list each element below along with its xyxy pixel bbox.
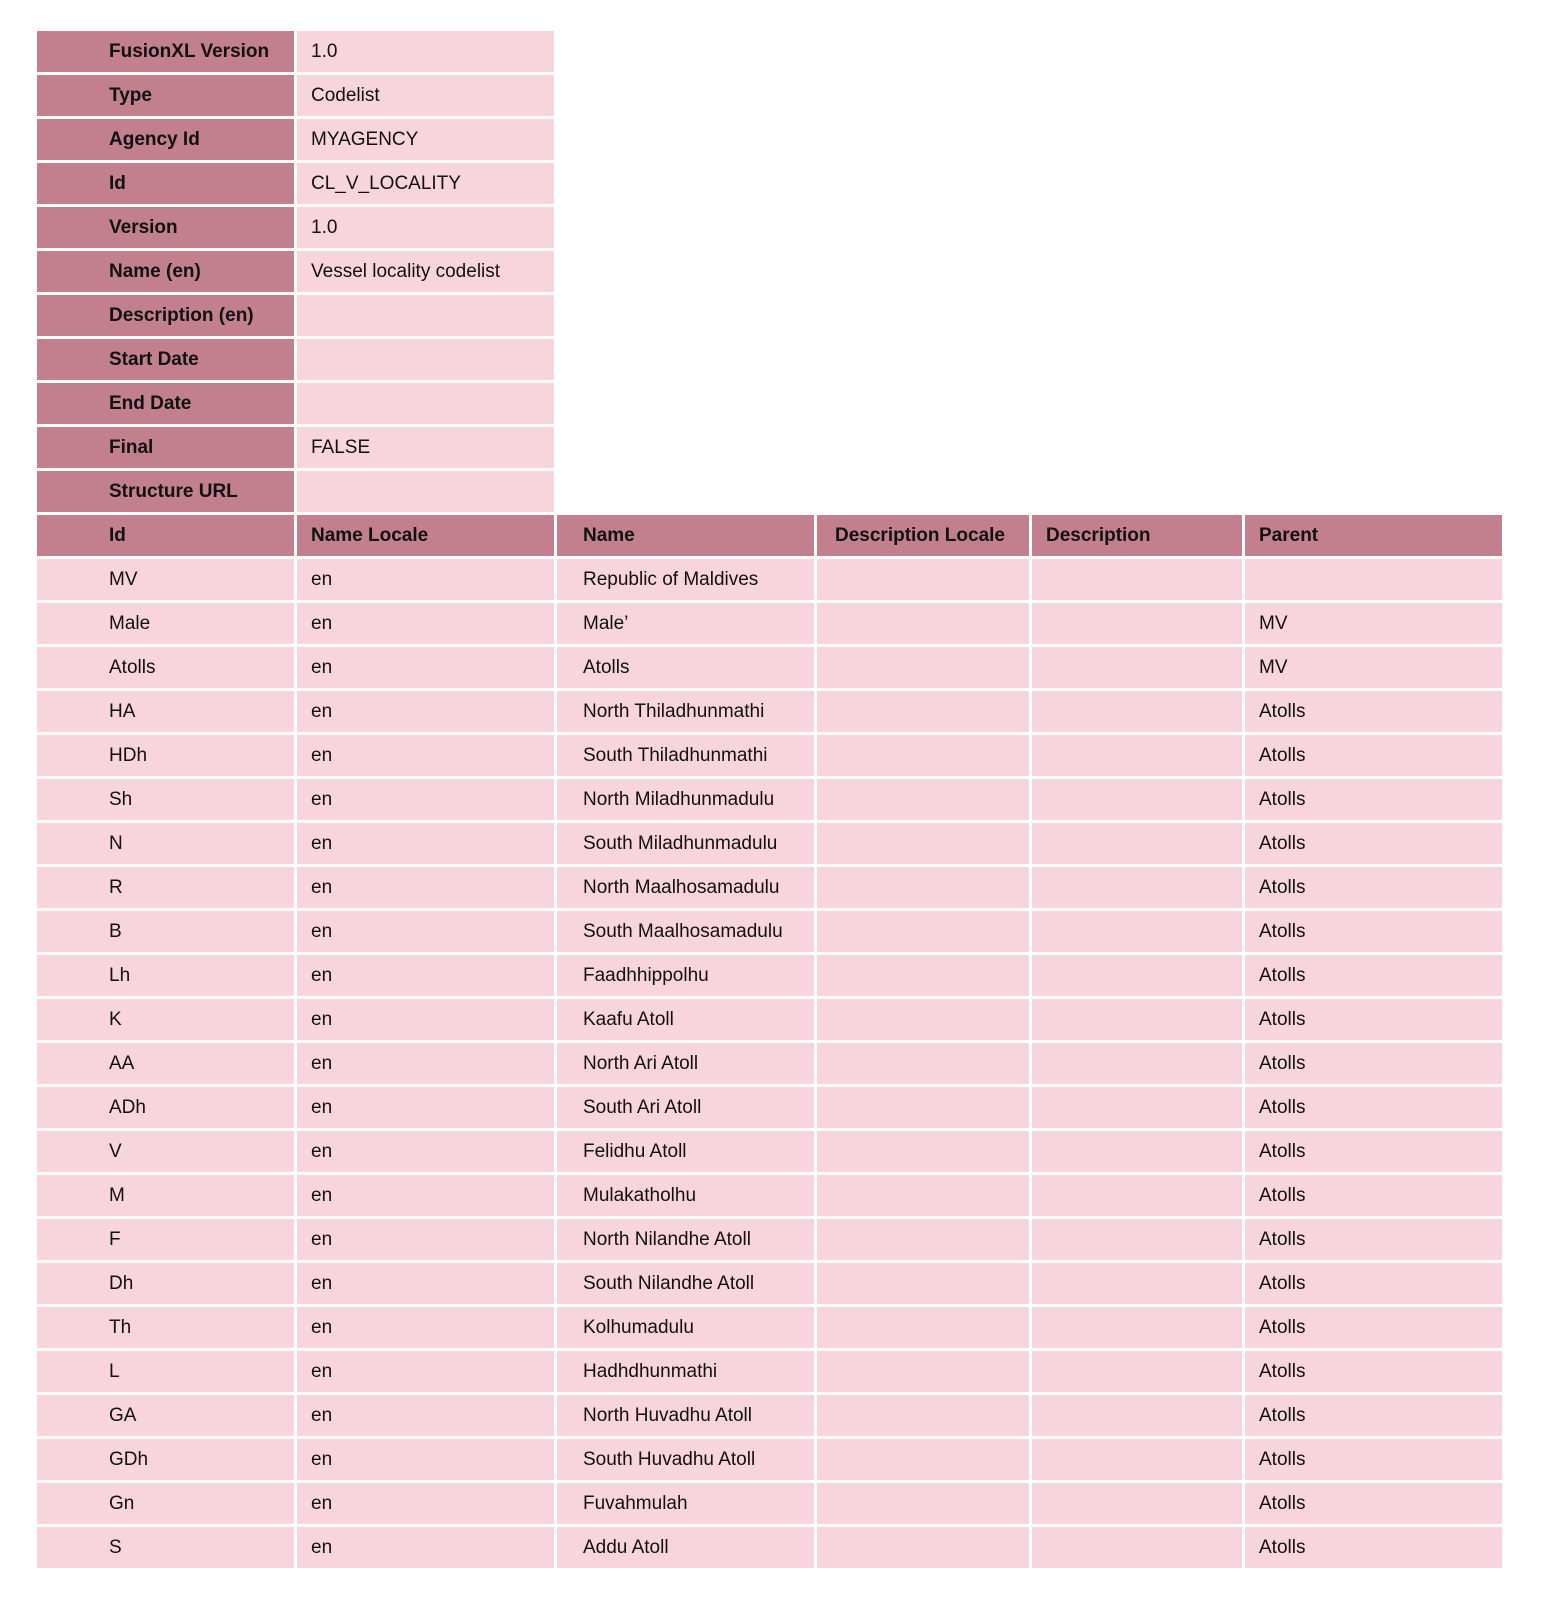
cell-id[interactable]: M	[37, 1175, 294, 1216]
table-row	[37, 603, 1502, 644]
cell-parent[interactable]: Atolls	[1245, 691, 1502, 732]
cell-id[interactable]: N	[37, 823, 294, 864]
metadata-value[interactable]	[297, 471, 554, 512]
cell-description-locale[interactable]	[817, 1043, 1029, 1084]
cell-description[interactable]	[1032, 1439, 1242, 1480]
metadata-row	[37, 31, 1502, 72]
table-row	[37, 1219, 1502, 1260]
column-header-name-locale[interactable]: Name Locale	[297, 515, 554, 556]
codelist-sheet	[37, 31, 1502, 1571]
cell-description[interactable]	[1032, 603, 1242, 644]
cell-description-locale[interactable]	[817, 735, 1029, 776]
cell-name[interactable]: North Miladhunmadulu	[557, 779, 814, 820]
table-row	[37, 735, 1502, 776]
cell-name[interactable]: Male’	[557, 603, 814, 644]
cell-name[interactable]: South Ari Atoll	[557, 1087, 814, 1128]
cell-name[interactable]: Hadhdhunmathi	[557, 1351, 814, 1392]
metadata-label[interactable]: Version	[37, 207, 294, 248]
metadata-label[interactable]: Start Date	[37, 339, 294, 380]
cell-name-locale[interactable]: en	[297, 823, 554, 864]
cell-parent[interactable]: Atolls	[1245, 1131, 1502, 1172]
cell-parent[interactable]: Atolls	[1245, 1527, 1502, 1568]
metadata-value[interactable]: MYAGENCY	[297, 119, 554, 160]
cell-description[interactable]	[1032, 911, 1242, 952]
cell-parent[interactable]: Atolls	[1245, 779, 1502, 820]
cell-description-locale[interactable]	[817, 999, 1029, 1040]
cell-description[interactable]	[1032, 1175, 1242, 1216]
cell-id[interactable]: Sh	[37, 779, 294, 820]
cell-name-locale[interactable]: en	[297, 1351, 554, 1392]
cell-name-locale[interactable]: en	[297, 735, 554, 776]
cell-description[interactable]	[1032, 779, 1242, 820]
cell-id[interactable]: GA	[37, 1395, 294, 1436]
cell-name[interactable]: South Huvadhu Atoll	[557, 1439, 814, 1480]
metadata-value[interactable]: 1.0	[297, 31, 554, 72]
cell-description[interactable]	[1032, 955, 1242, 996]
cell-description-locale[interactable]	[817, 1307, 1029, 1348]
metadata-value[interactable]: FALSE	[297, 427, 554, 468]
column-header-description[interactable]: Description	[1032, 515, 1242, 556]
cell-parent[interactable]: MV	[1245, 647, 1502, 688]
table-row	[37, 1351, 1502, 1392]
cell-description[interactable]	[1032, 823, 1242, 864]
table-row	[37, 647, 1502, 688]
codes-table	[37, 515, 1502, 1568]
cell-parent[interactable]: Atolls	[1245, 1175, 1502, 1216]
cell-name-locale[interactable]: en	[297, 1307, 554, 1348]
cell-id[interactable]: HDh	[37, 735, 294, 776]
metadata-label[interactable]: Name (en)	[37, 251, 294, 292]
cell-name[interactable]: Republic of Maldives	[557, 559, 814, 600]
cell-description[interactable]	[1032, 647, 1242, 688]
cell-name-locale[interactable]: en	[297, 1219, 554, 1260]
cell-name[interactable]: South Nilandhe Atoll	[557, 1263, 814, 1304]
metadata-value[interactable]: 1.0	[297, 207, 554, 248]
table-row	[37, 1043, 1502, 1084]
metadata-value[interactable]	[297, 295, 554, 336]
table-row	[37, 1395, 1502, 1436]
cell-parent[interactable]: Atolls	[1245, 955, 1502, 996]
cell-name-locale[interactable]: en	[297, 1483, 554, 1524]
metadata-label[interactable]: Id	[37, 163, 294, 204]
cell-id[interactable]: Th	[37, 1307, 294, 1348]
cell-description-locale[interactable]	[817, 823, 1029, 864]
cell-name[interactable]: North Huvadhu Atoll	[557, 1395, 814, 1436]
cell-name[interactable]: Mulakatholhu	[557, 1175, 814, 1216]
cell-parent[interactable]: Atolls	[1245, 999, 1502, 1040]
metadata-row	[37, 471, 1502, 512]
metadata-row	[37, 383, 1502, 424]
table-row	[37, 1483, 1502, 1524]
cell-parent[interactable]: Atolls	[1245, 867, 1502, 908]
cell-name[interactable]: Felidhu Atoll	[557, 1131, 814, 1172]
cell-id[interactable]: Male	[37, 603, 294, 644]
cell-id[interactable]: F	[37, 1219, 294, 1260]
table-row	[37, 1087, 1502, 1128]
cell-description[interactable]	[1032, 1351, 1242, 1392]
cell-description-locale[interactable]	[817, 911, 1029, 952]
table-row	[37, 1439, 1502, 1480]
table-row	[37, 911, 1502, 952]
cell-name-locale[interactable]: en	[297, 1527, 554, 1568]
cell-description-locale[interactable]	[817, 1395, 1029, 1436]
cell-name-locale[interactable]: en	[297, 1395, 554, 1436]
metadata-label[interactable]: Description (en)	[37, 295, 294, 336]
cell-parent[interactable]: Atolls	[1245, 911, 1502, 952]
cell-description[interactable]	[1032, 1043, 1242, 1084]
column-header-name[interactable]: Name	[557, 515, 814, 556]
metadata-label[interactable]: FusionXL Version	[37, 31, 294, 72]
cell-description[interactable]	[1032, 1219, 1242, 1260]
cell-name[interactable]: North Maalhosamadulu	[557, 867, 814, 908]
cell-id[interactable]: Dh	[37, 1263, 294, 1304]
cell-id[interactable]: K	[37, 999, 294, 1040]
cell-parent[interactable]: Atolls	[1245, 1219, 1502, 1260]
column-header-description-locale[interactable]: Description Locale	[817, 515, 1029, 556]
cell-name-locale[interactable]: en	[297, 1175, 554, 1216]
cell-id[interactable]: HA	[37, 691, 294, 732]
cell-name[interactable]: Addu Atoll	[557, 1527, 814, 1568]
cell-description[interactable]	[1032, 559, 1242, 600]
metadata-row	[37, 251, 1502, 292]
cell-description-locale[interactable]	[817, 867, 1029, 908]
cell-description-locale[interactable]	[817, 691, 1029, 732]
cell-description[interactable]	[1032, 999, 1242, 1040]
cell-description[interactable]	[1032, 867, 1242, 908]
cell-description[interactable]	[1032, 1131, 1242, 1172]
table-row	[37, 1527, 1502, 1568]
cell-parent[interactable]: Atolls	[1245, 735, 1502, 776]
table-row	[37, 1175, 1502, 1216]
metadata-label[interactable]: Structure URL	[37, 471, 294, 512]
table-row	[37, 823, 1502, 864]
cell-name[interactable]: Atolls	[557, 647, 814, 688]
cell-name-locale[interactable]: en	[297, 911, 554, 952]
cell-id[interactable]: B	[37, 911, 294, 952]
cell-name[interactable]: North Nilandhe Atoll	[557, 1219, 814, 1260]
cell-name[interactable]: North Thiladhunmathi	[557, 691, 814, 732]
cell-name[interactable]: North Ari Atoll	[557, 1043, 814, 1084]
metadata-value[interactable]	[297, 339, 554, 380]
cell-parent[interactable]: Atolls	[1245, 1307, 1502, 1348]
cell-description-locale[interactable]	[817, 1483, 1029, 1524]
metadata-table	[37, 31, 1502, 512]
cell-name[interactable]: South Maalhosamadulu	[557, 911, 814, 952]
metadata-value[interactable]: CL_V_LOCALITY	[297, 163, 554, 204]
cell-parent[interactable]	[1245, 559, 1502, 600]
cell-name-locale[interactable]: en	[297, 1043, 554, 1084]
cell-id[interactable]: Gn	[37, 1483, 294, 1524]
metadata-row	[37, 207, 1502, 248]
metadata-value[interactable]: Vessel locality codelist	[297, 251, 554, 292]
cell-description-locale[interactable]	[817, 603, 1029, 644]
cell-name-locale[interactable]: en	[297, 1131, 554, 1172]
metadata-value[interactable]	[297, 383, 554, 424]
table-row	[37, 955, 1502, 996]
cell-name[interactable]: Faadhhippolhu	[557, 955, 814, 996]
cell-description-locale[interactable]	[817, 559, 1029, 600]
metadata-row	[37, 119, 1502, 160]
cell-id[interactable]: S	[37, 1527, 294, 1568]
metadata-label[interactable]: End Date	[37, 383, 294, 424]
table-header-row	[37, 515, 1502, 556]
cell-name-locale[interactable]: en	[297, 559, 554, 600]
table-row	[37, 1263, 1502, 1304]
cell-name-locale[interactable]: en	[297, 691, 554, 732]
cell-parent[interactable]: MV	[1245, 603, 1502, 644]
cell-parent[interactable]: Atolls	[1245, 1439, 1502, 1480]
cell-name[interactable]: South Miladhunmadulu	[557, 823, 814, 864]
table-row	[37, 867, 1502, 908]
metadata-row	[37, 75, 1502, 116]
cell-parent[interactable]: Atolls	[1245, 1351, 1502, 1392]
cell-parent[interactable]: Atolls	[1245, 1395, 1502, 1436]
metadata-row	[37, 295, 1502, 336]
cell-parent[interactable]: Atolls	[1245, 1043, 1502, 1084]
cell-id[interactable]: Atolls	[37, 647, 294, 688]
cell-name-locale[interactable]: en	[297, 779, 554, 820]
table-row	[37, 779, 1502, 820]
metadata-label[interactable]: Agency Id	[37, 119, 294, 160]
cell-description-locale[interactable]	[817, 955, 1029, 996]
cell-name-locale[interactable]: en	[297, 603, 554, 644]
cell-description[interactable]	[1032, 1483, 1242, 1524]
cell-parent[interactable]: Atolls	[1245, 1087, 1502, 1128]
cell-parent[interactable]: Atolls	[1245, 1263, 1502, 1304]
cell-description-locale[interactable]	[817, 1219, 1029, 1260]
cell-description[interactable]	[1032, 1527, 1242, 1568]
table-row	[37, 559, 1502, 600]
cell-id[interactable]: ADh	[37, 1087, 294, 1128]
cell-description[interactable]	[1032, 691, 1242, 732]
metadata-row	[37, 339, 1502, 380]
cell-name[interactable]: Kolhumadulu	[557, 1307, 814, 1348]
cell-description[interactable]	[1032, 735, 1242, 776]
cell-description-locale[interactable]	[817, 647, 1029, 688]
cell-id[interactable]: L	[37, 1351, 294, 1392]
cell-description[interactable]	[1032, 1307, 1242, 1348]
cell-description-locale[interactable]	[817, 1087, 1029, 1128]
cell-description-locale[interactable]	[817, 1439, 1029, 1480]
cell-description-locale[interactable]	[817, 1527, 1029, 1568]
cell-description-locale[interactable]	[817, 779, 1029, 820]
cell-name[interactable]: South Thiladhunmathi	[557, 735, 814, 776]
column-header-id[interactable]: Id	[37, 515, 294, 556]
cell-parent[interactable]: Atolls	[1245, 1483, 1502, 1524]
cell-description-locale[interactable]	[817, 1175, 1029, 1216]
cell-id[interactable]: V	[37, 1131, 294, 1172]
table-row	[37, 691, 1502, 732]
cell-name[interactable]: Fuvahmulah	[557, 1483, 814, 1524]
cell-id[interactable]: MV	[37, 559, 294, 600]
cell-id[interactable]: Lh	[37, 955, 294, 996]
cell-name-locale[interactable]: en	[297, 867, 554, 908]
cell-parent[interactable]: Atolls	[1245, 823, 1502, 864]
metadata-label[interactable]: Final	[37, 427, 294, 468]
cell-name-locale[interactable]: en	[297, 955, 554, 996]
cell-name-locale[interactable]: en	[297, 647, 554, 688]
cell-description[interactable]	[1032, 1395, 1242, 1436]
cell-description[interactable]	[1032, 1263, 1242, 1304]
cell-id[interactable]: R	[37, 867, 294, 908]
cell-name-locale[interactable]: en	[297, 1087, 554, 1128]
cell-description-locale[interactable]	[817, 1263, 1029, 1304]
cell-id[interactable]: GDh	[37, 1439, 294, 1480]
metadata-row	[37, 163, 1502, 204]
cell-name-locale[interactable]: en	[297, 1439, 554, 1480]
metadata-row	[37, 427, 1502, 468]
cell-description-locale[interactable]	[817, 1351, 1029, 1392]
cell-id[interactable]: AA	[37, 1043, 294, 1084]
cell-name[interactable]: Kaafu Atoll	[557, 999, 814, 1040]
metadata-value[interactable]: Codelist	[297, 75, 554, 116]
cell-name-locale[interactable]: en	[297, 999, 554, 1040]
table-row	[37, 1307, 1502, 1348]
table-row	[37, 999, 1502, 1040]
table-row	[37, 1131, 1502, 1172]
metadata-label[interactable]: Type	[37, 75, 294, 116]
cell-description[interactable]	[1032, 1087, 1242, 1128]
cell-name-locale[interactable]: en	[297, 1263, 554, 1304]
cell-description-locale[interactable]	[817, 1131, 1029, 1172]
column-header-parent[interactable]: Parent	[1245, 515, 1502, 556]
